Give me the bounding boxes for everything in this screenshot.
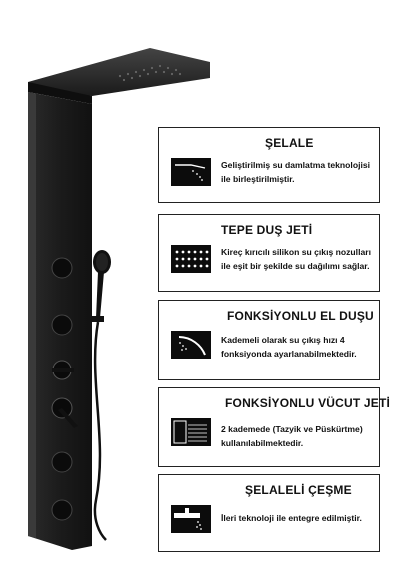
feature-card-rain-head xyxy=(158,214,380,292)
feature-description: Kireç kırıcılı silikon su çıkış nozulları ile eşit bir şekilde su dağılımı sağlar. xyxy=(221,247,371,271)
hand-shower-icon xyxy=(171,331,211,359)
feature-description: Kademeli olarak su çıkış hızı 4 fonksiyonda ayarlanabilmektedir. xyxy=(221,335,357,359)
feature-card-hand-shower xyxy=(158,300,380,380)
feature-card-body-jet xyxy=(158,387,391,467)
feature-title: ŞELALE xyxy=(265,136,314,150)
feature-description: 2 kademede (Tazyik ve Püskürtme) kullanılabilmektedir. xyxy=(221,424,363,448)
rain-nozzle-grid-icon xyxy=(171,245,211,273)
feature-description: Geliştirilmiş su damlatma teknolojisi ile birleştirilmiştir. xyxy=(221,160,371,184)
waterfall-icon xyxy=(171,158,211,186)
feature-title: FONKSİYONLU EL DUŞU xyxy=(227,309,374,323)
feature-title: TEPE DUŞ JETİ xyxy=(221,223,313,237)
feature-title: FONKSİYONLU VÜCUT JETİ xyxy=(225,396,391,410)
feature-card-waterfall xyxy=(158,127,380,203)
spout-icon xyxy=(171,505,211,533)
body-jet-icon xyxy=(171,418,211,446)
feature-card-spout xyxy=(158,474,380,552)
feature-title: ŞELALELİ ÇEŞME xyxy=(245,483,352,497)
hand-shower xyxy=(92,250,111,540)
feature-description: İleri teknoloji ile entegre edilmiştir. xyxy=(221,513,362,523)
